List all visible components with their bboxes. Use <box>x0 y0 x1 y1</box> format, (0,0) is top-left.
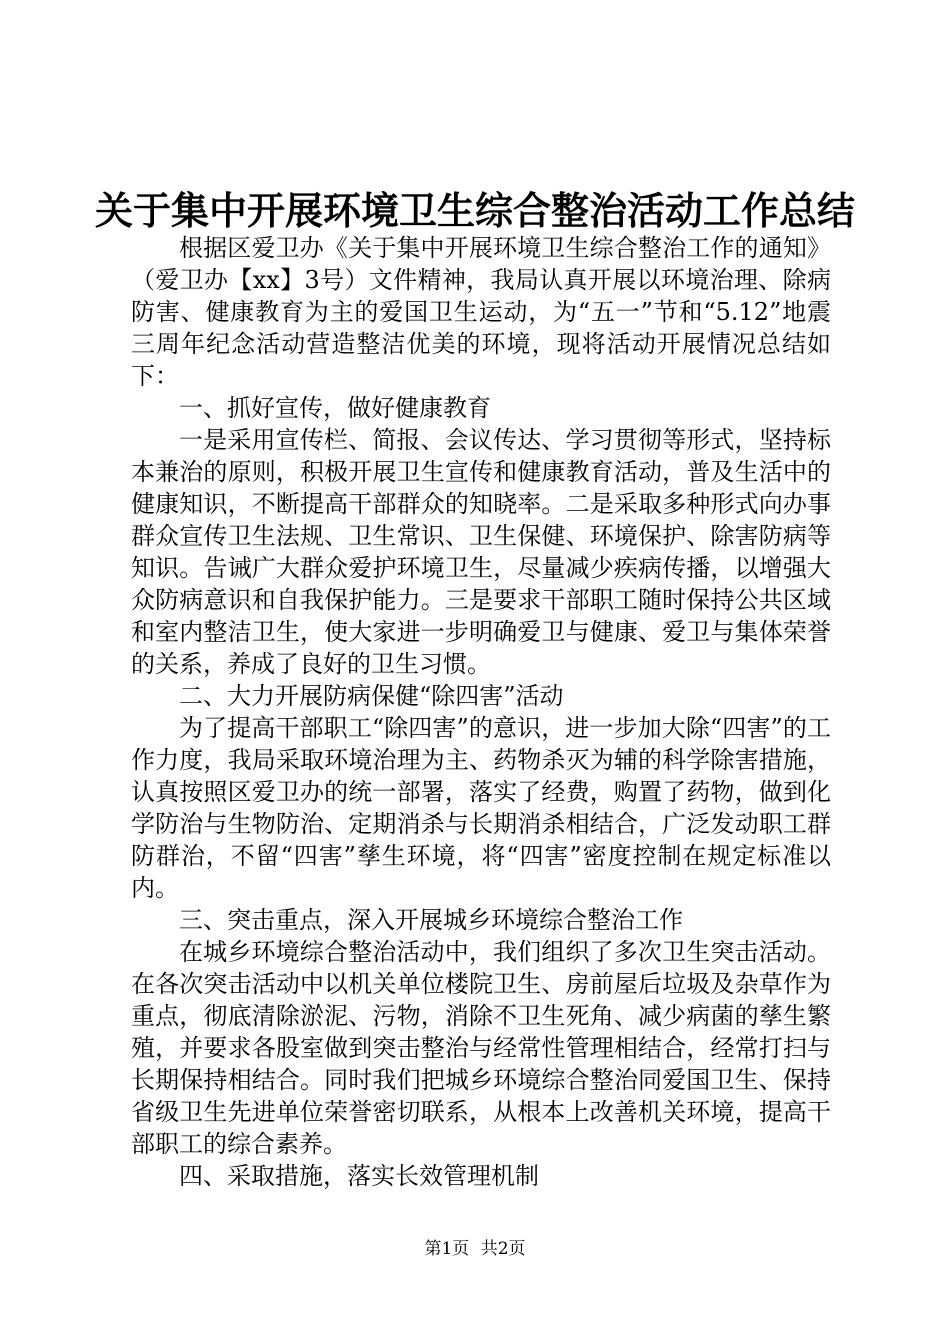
section-heading-2: 二、大力开展防病保健“除四害”活动 <box>179 682 564 710</box>
section-paragraph-3: 在城乡环境综合整治活动中，我们组织了多次卫生突击活动。在各次突击活动中以机关单位楼院卫生、房前屋后垃圾及杂草作为重点，彻底清除淤泥、污物，消除不卫生死角、减少病菌的孳生繁殖，并要求各股室做到突击整治与经常性管理相结合，经常打扫与长期保持相结合。同时我们把城乡环境综合整治同爱国卫生、保持省级卫生先进单位荣誉密切联系，从根本上改善机关环境，提高干部职工的综合素养。 <box>131 938 831 1158</box>
document-body <box>131 232 831 1192</box>
total-page-count: 共2页 <box>480 1239 526 1259</box>
section-heading-1: 一、抓好宣传，做好健康教育 <box>179 394 491 422</box>
section-paragraph-2: 为了提高干部职工“除四害”的意识，进一步加大除“四害”的工作力度，我局采取环境治理为主、药物杀灭为辅的科学除害措施，认真按照区爱卫办的统一部署，落实了经费，购置了药物，做到化学防治与生物防治、定期消杀与长期消杀相结合，广泛发动职工群防群治，不留“四害”孳生环境，将“四害”密度控制在规定标准以内。 <box>131 714 831 902</box>
intro-paragraph: 根据区爱卫办《关于集中开展环境卫生综合整治工作的通知》（爱卫办【xx】3号）文件精神，我局认真开展以环境治理、除病防害、健康教育为主的爱国卫生运动，为“五一”节和“5.12”地震三周年纪念活动营造整洁优美的环境，现将活动开展情况总结如下： <box>131 234 831 390</box>
section-heading-3: 三、突击重点，深入开展城乡环境综合整治工作 <box>179 906 683 934</box>
current-page-number: 第1页 <box>424 1239 470 1259</box>
section-heading-4: 四、采取措施，落实长效管理机制 <box>179 1162 539 1190</box>
document-title: 关于集中开展环境卫生综合整治活动工作总结 <box>94 188 855 233</box>
page-footer <box>0 1238 950 1260</box>
section-paragraph-1: 一是采用宣传栏、简报、会议传达、学习贯彻等形式，坚持标本兼治的原则，积极开展卫生宣传和健康教育活动，普及生活中的健康知识，不断提高干部群众的知晓率。二是采取多种形式向办事群众宣传卫生法规、卫生常识、卫生保健、环境保护、除害防病等知识。告诫广大群众爱护环境卫生，尽量减少疾病传播，以增强大众防病意识和自我保护能力。三是要求干部职工随时保持公共区域和室内整洁卫生，使大家进一步明确爱卫与健康、爱卫与集体荣誉的关系，养成了良好的卫生习惯。 <box>131 426 831 678</box>
